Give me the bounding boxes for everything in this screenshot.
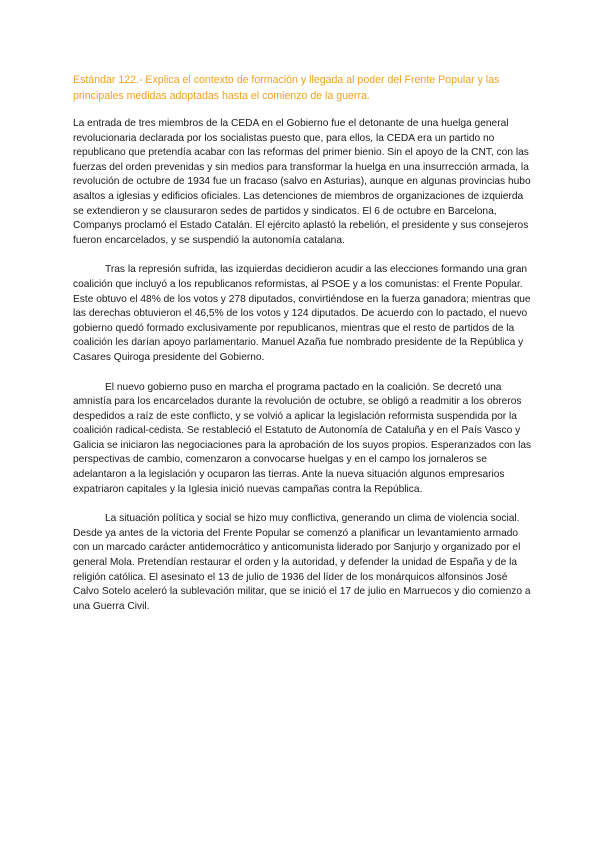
paragraph-3: El nuevo gobierno puso en marcha el programa pactado en la coalición. Se decretó una amnistía para los encarcelados durante la revolución de octubre, se obligó a readmitir a los obreros despedidos a raíz de este conflicto, y se volvió a aplicar la legislación reformista suspendida por la coalición radical-cedista. Se restableció el Estatuto de Autonomía de Cataluña y en el País Vasco y Galicia se iniciaron las negociaciones para la aprobación de los suyos propios. Esperanzados con las perspectivas de cambio, comenzaron a convocarse huelgas y en el campo los jornaleros se adelantaron a la legislación y ocuparon las tierras. Ante la nueva situación algunos empresarios expatriaron capitales y la Iglesia inició nuevas campañas contra la República. <box>73 381 532 495</box>
paragraph-2: Tras la represión sufrida, las izquierdas decidieron acudir a las elecciones formando una gran coalición que incluyó a los republicanos reformistas, al PSOE y a los comunistas: el Frente Popular. Este obtuvo el 48% de los votos y 278 diputados, convirtiéndose en la fuerza ganadora; mientras que las derechas obtuvieron el 46,5% de los votos y 124 diputados. De acuerdo con lo pactado, el nuevo gobierno quedó formado exclusivamente por republicanos, mientras que el resto de partidos de la coalición les darían apoyo parlamentario. Manuel Azaña fue nombrado presidente de la República y Casares Quiroga presidente del Gobierno. <box>73 264 531 363</box>
document-title: Estándar 122.- Explica el contexto de formación y llegada al poder del Frente Popular y las principales medidas adoptadas hasta el comienzo de la guerra. <box>73 74 500 102</box>
document-body <box>73 72 535 629</box>
paragraph-4: La situación política y social se hizo muy conflictiva, generando un clima de violencia social. Desde ya antes de la victoria del Frente Popular se comenzó a planificar un levantamiento armado con un marcado carácter antidemocrático y anticomunista liderado por Sanjurjo y organizado por el general Mola. Pretendían restaurar el orden y la autoridad, y defender la unidad de España y de la religión católica. El asesinato el 13 de julio de 1936 del líder de los monárquicos alfonsinos José Calvo Sotelo aceleró la sublevación militar, que se inició el 17 de julio en Marruecos y dio comienzo a una Guerra Civil. <box>73 513 531 612</box>
paragraph-1: La entrada de tres miembros de la CEDA en el Gobierno fue el detonante de una huelga general revolucionaria declarada por los socialistas puesto que, para ellos, la CEDA era un partido no republicano que pretendía acabar con las reformas del primer bienio. Sin el apoyo de la CNT, con las fuerzas del orden prevenidas y sin medios para transformar la huelga en una insurrección armada, la revolución de octubre de 1934 fue un fracaso (salvo en Asturias), aunque en algunas provincias hubo asaltos a iglesias y edificios oficiales. Las detenciones de miembros de organizaciones de izquierda se extendieron y se clausuraron sedes de partidos y sindicatos. El 6 de octubre en Barcelona, Companys proclamó el Estado Catalán. El ejército aplastó la rebelión, el presidente y sus consejeros fueron encarcelados, y se suspendió la autonomía catalana. <box>73 118 531 246</box>
